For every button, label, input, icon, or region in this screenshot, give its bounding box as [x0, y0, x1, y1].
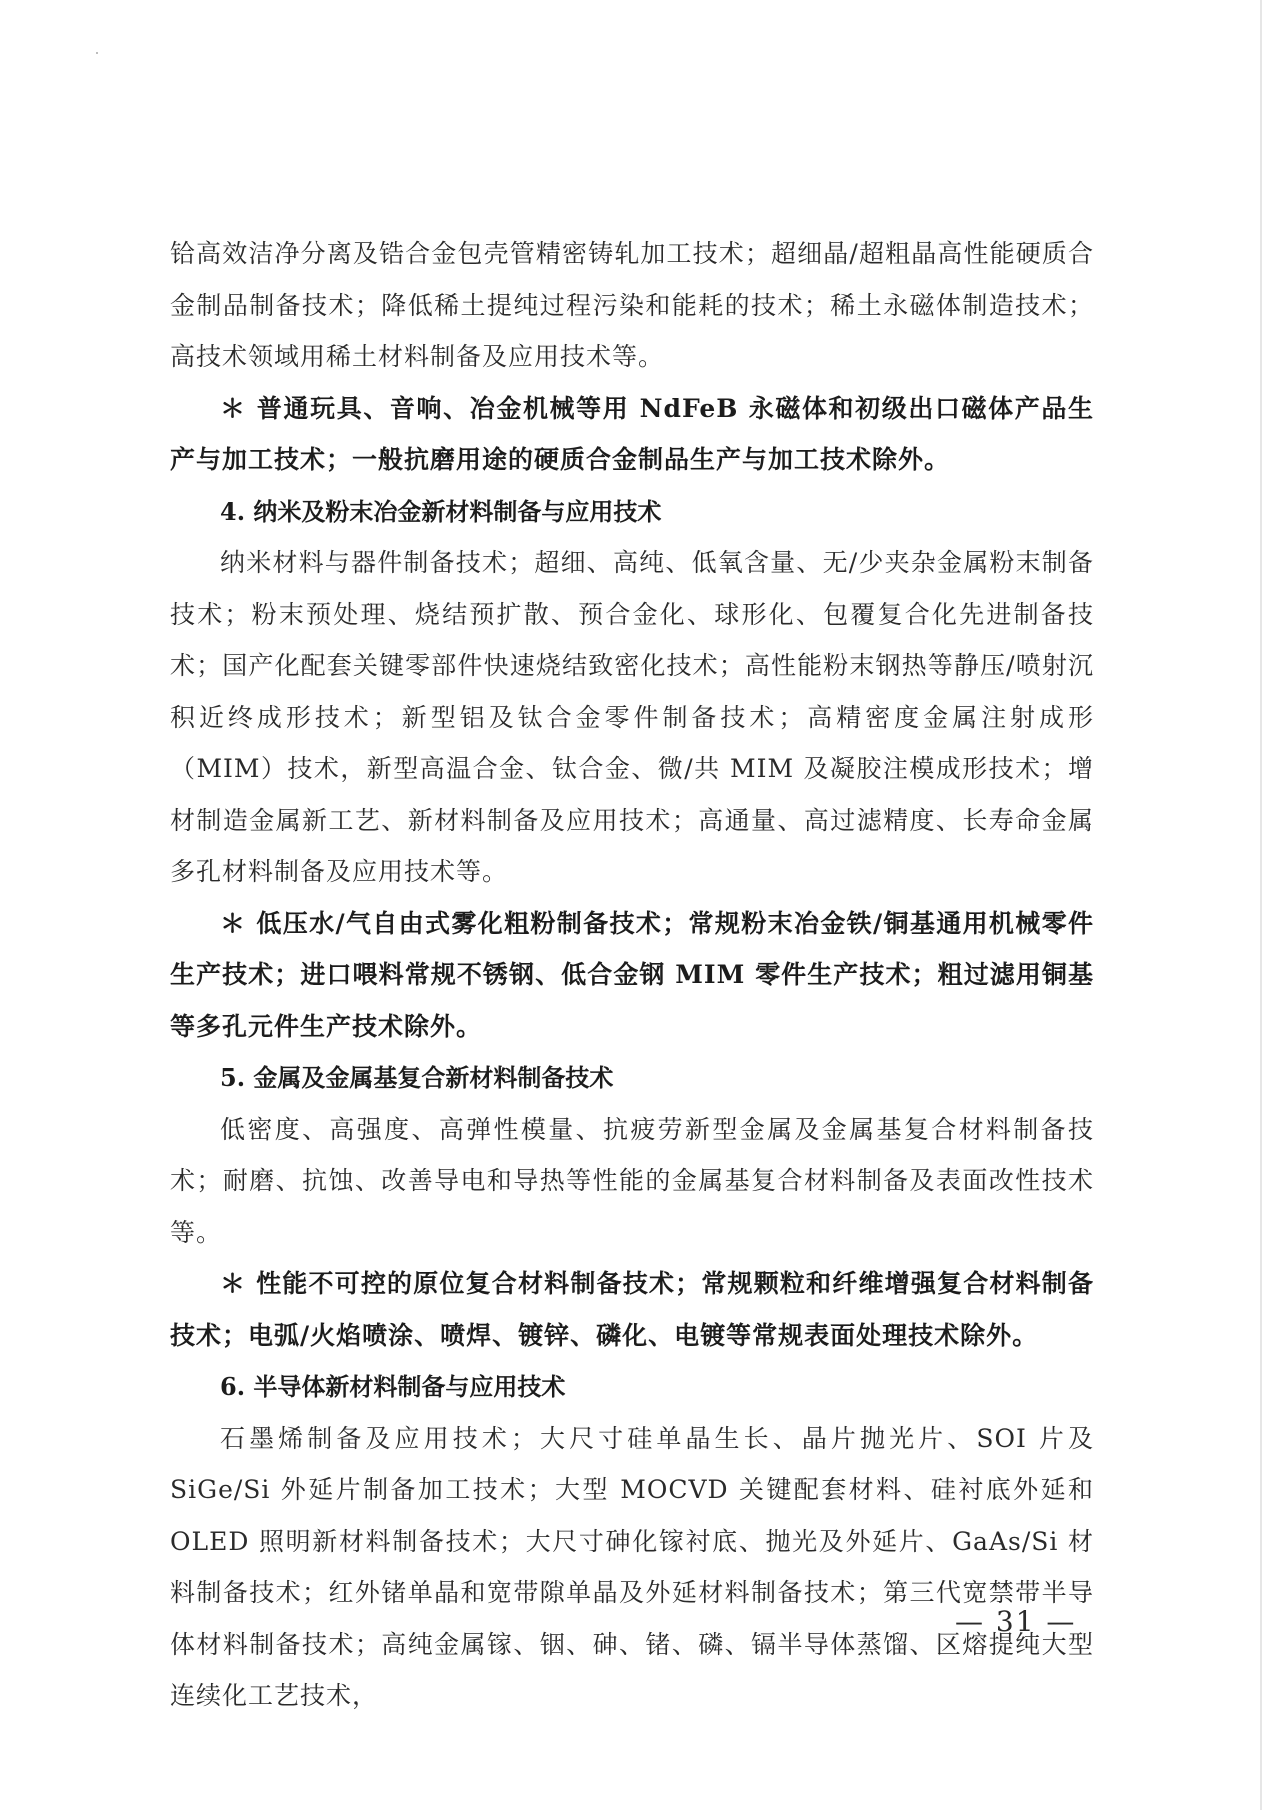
exclusion-note-powder: ＊ 低压水/气自由式雾化粗粉制备技术；常规粉末冶金铁/铜基通用机械零件生产技术；进口喂料常规不锈钢、低合金钢 MIM 零件生产技术；粗过滤用铜基等多孔元件生产技术除外。: [170, 908, 1094, 1041]
document-body: [170, 228, 1094, 1722]
page-number: — 31 —: [955, 1605, 1077, 1638]
section-heading-4: 4. 纳米及粉末冶金新材料制备与应用技术: [220, 496, 662, 526]
exclusion-note-composite: ＊ 性能不可控的原位复合材料制备技术；常规颗粒和纤维增强复合材料制备技术；电弧/火焰喷涂、喷焊、镀锌、磷化、电镀等常规表面处理技术除外。: [170, 1269, 1094, 1350]
paragraph-rare-earth-cont: 铪高效洁净分离及锆合金包壳管精密铸轧加工技术；超细晶/超粗晶高性能硬质合金制品制备技术；降低稀土提纯过程污染和能耗的技术；稀土永磁体制造技术；高技术领域用稀土材料制备及应用技术等。: [170, 239, 1094, 371]
section-heading-6: 6. 半导体新材料制备与应用技术: [220, 1372, 566, 1401]
paragraph-nano-powder: 纳米材料与器件制备技术；超细、高纯、低氧含量、无/少夹杂金属粉末制备技术；粉末预处理、烧结预扩散、预合金化、球形化、包覆复合化先进制备技术；国产化配套关键零部件快速烧结致密化技术；高性能粉末钢热等静压/喷射沉积近终成形技术；新型铝及钛合金零件制备技术；高精密度金属注射成形（MIM）技术，新型高温合金、钛合金、微/共 MIM 及凝胶注模成形技术；增材制造金属新工艺、新材料制备及应用技术；高通量、高过滤精度、长寿命金属多孔材料制备及应用技术等。: [170, 548, 1094, 886]
page-edge: [1260, 0, 1262, 1810]
scan-speck: [96, 52, 98, 54]
paragraph-semiconductor: 石墨烯制备及应用技术；大尺寸硅单晶生长、晶片抛光片、SOI 片及 SiGe/Si 外延片制备加工技术；大型 MOCVD 关键配套材料、硅衬底外延和 OLED 照明新材料制备技术；大尺寸砷化镓衬底、抛光及外延片、GaAs/Si 材料制备技术；红外锗单晶和宽带隙单晶及外延材料制备技术；第三代宽禁带半导体材料制备技术；高纯金属镓、铟、砷、锗、磷、镉半导体蒸馏、区熔提纯大型连续化工艺技术，: [170, 1423, 1094, 1710]
exclusion-note-rare-earth: ＊ 普通玩具、音响、冶金机械等用 NdFeB 永磁体和初级出口磁体产品生产与加工技术；一般抗磨用途的硬质合金制品生产与加工技术除外。: [170, 393, 1094, 474]
section-heading-5: 5. 金属及金属基复合新材料制备技术: [220, 1063, 614, 1092]
paragraph-metal-composite: 低密度、高强度、高弹性模量、抗疲劳新型金属及金属基复合材料制备技术；耐磨、抗蚀、改善导电和导热等性能的金属基复合材料制备及表面改性技术等。: [170, 1114, 1094, 1247]
